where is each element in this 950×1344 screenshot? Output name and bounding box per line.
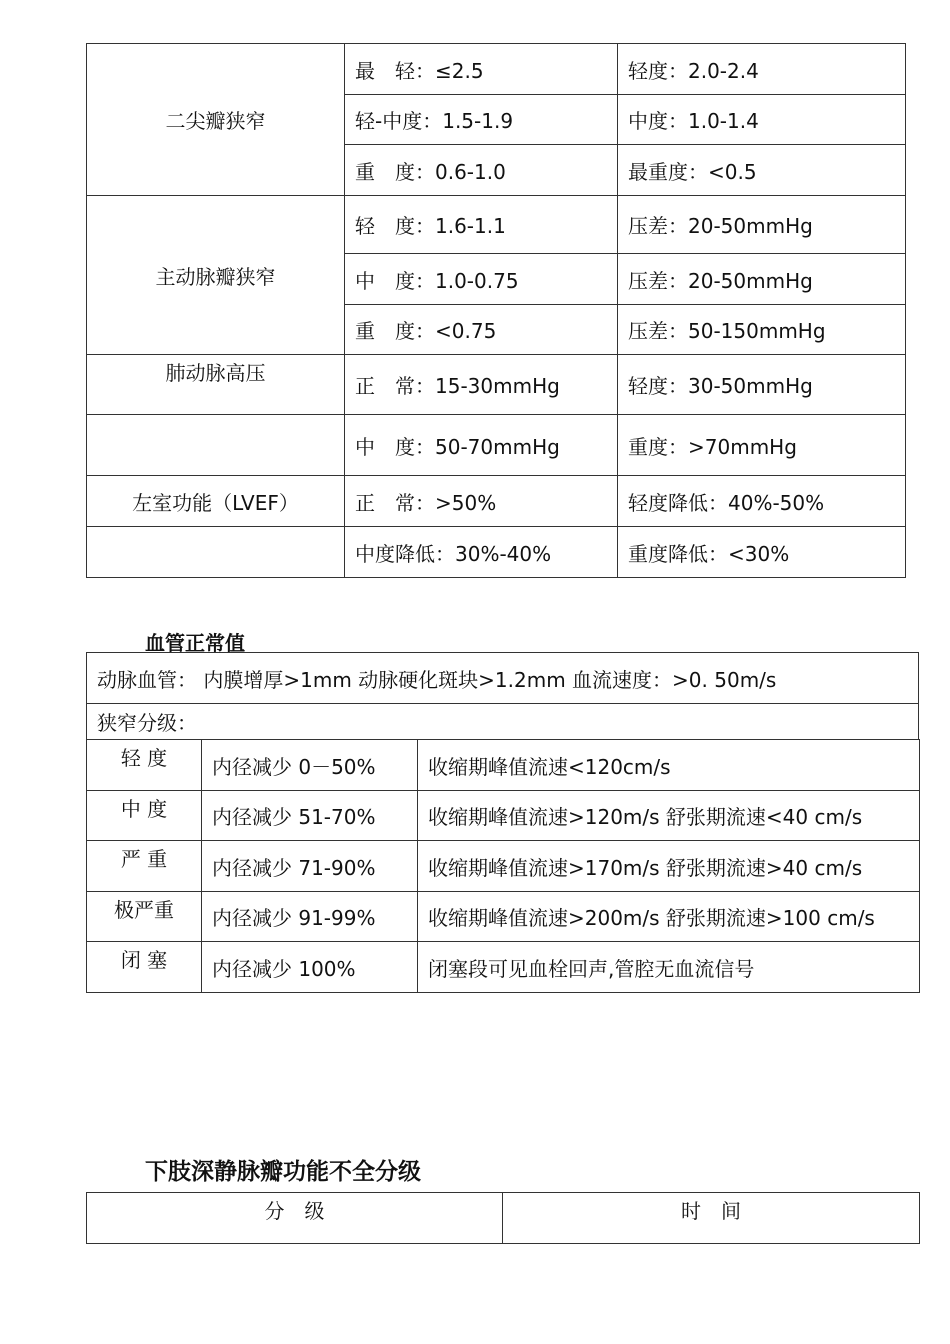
cell-mitral-most-severe: 最重度：<0.5 bbox=[618, 145, 906, 196]
cardiac-grading-table bbox=[86, 43, 906, 578]
stenosis-grade-table bbox=[86, 739, 920, 993]
column-header-grade: 分 级 bbox=[87, 1193, 503, 1244]
cell-mitral-severe: 重 度：0.6-1.0 bbox=[345, 145, 618, 196]
cell-pulmonary-severe: 重度：>70mmHg bbox=[618, 415, 906, 476]
grade-label: 中 度 bbox=[87, 791, 202, 841]
cell-aortic-mild: 轻 度：1.6-1.1 bbox=[345, 196, 618, 254]
venous-insufficiency-heading: 下肢深静脉瓣功能不全分级 bbox=[145, 1159, 421, 1185]
cell-aortic-mild-gradient: 压差：20-50mmHg bbox=[618, 196, 906, 254]
cell-aortic-severe-gradient: 压差：50-150mmHg bbox=[618, 305, 906, 355]
grade-velocity: 收缩期峰值流速>170m/s 舒张期流速>40 cm/s bbox=[418, 841, 920, 892]
grade-label: 极严重 bbox=[87, 892, 202, 942]
grade-diameter: 内径减少 100% bbox=[202, 942, 418, 993]
grade-velocity: 收缩期峰值流速<120cm/s bbox=[418, 740, 920, 791]
venous-grading-table bbox=[86, 1192, 920, 1244]
cell-mitral-moderate: 中度：1.0-1.4 bbox=[618, 95, 906, 145]
grade-label: 轻 度 bbox=[87, 740, 202, 791]
cell-empty-label bbox=[87, 527, 345, 578]
cell-aortic-moderate-gradient: 压差：20-50mmHg bbox=[618, 254, 906, 305]
grade-label: 严 重 bbox=[87, 841, 202, 892]
grade-label: 闭 塞 bbox=[87, 942, 202, 993]
cell-pulmonary-normal: 正 常：15-30mmHg bbox=[345, 355, 618, 415]
cell-pulmonary-mild: 轻度：30-50mmHg bbox=[618, 355, 906, 415]
cell-empty-label bbox=[87, 415, 345, 476]
cell-aortic-moderate: 中 度：1.0-0.75 bbox=[345, 254, 618, 305]
cell-lvef-moderate: 中度降低：30%-40% bbox=[345, 527, 618, 578]
grade-velocity: 闭塞段可见血栓回声,管腔无血流信号 bbox=[418, 942, 920, 993]
column-header-time: 时 间 bbox=[503, 1193, 920, 1244]
cell-lvef-severe: 重度降低：<30% bbox=[618, 527, 906, 578]
row-label-mitral-stenosis: 二尖瓣狭窄 bbox=[87, 44, 345, 196]
vessel-normal-table bbox=[86, 652, 919, 740]
grade-diameter: 内径减少 91-99% bbox=[202, 892, 418, 942]
vessel-normal-heading: 血管正常值 bbox=[145, 631, 245, 655]
cell-mitral-mild-moderate: 轻-中度：1.5-1.9 bbox=[345, 95, 618, 145]
cell-aortic-severe: 重 度：<0.75 bbox=[345, 305, 618, 355]
vessel-normal-line: 动脉血管： 内膜增厚>1mm 动脉硬化斑块>1.2mm 血流速度：>0. 50m/s bbox=[87, 653, 919, 704]
cell-lvef-mild: 轻度降低：40%-50% bbox=[618, 476, 906, 527]
grade-diameter: 内径减少 71-90% bbox=[202, 841, 418, 892]
grade-diameter: 内径减少 0－50% bbox=[202, 740, 418, 791]
row-label-aortic-stenosis: 主动脉瓣狭窄 bbox=[87, 196, 345, 355]
row-label-lvef: 左室功能（LVEF） bbox=[87, 476, 345, 527]
cell-pulmonary-moderate: 中 度：50-70mmHg bbox=[345, 415, 618, 476]
grade-velocity: 收缩期峰值流速>200m/s 舒张期流速>100 cm/s bbox=[418, 892, 920, 942]
stenosis-grading-label: 狭窄分级： bbox=[87, 704, 919, 740]
cell-mitral-mildest: 最 轻：≤2.5 bbox=[345, 44, 618, 95]
cell-lvef-normal: 正 常：>50% bbox=[345, 476, 618, 527]
grade-diameter: 内径减少 51-70% bbox=[202, 791, 418, 841]
grade-velocity: 收缩期峰值流速>120m/s 舒张期流速<40 cm/s bbox=[418, 791, 920, 841]
cell-mitral-mild: 轻度：2.0-2.4 bbox=[618, 44, 906, 95]
row-label-pulmonary-hypertension: 肺动脉高压 bbox=[87, 355, 345, 415]
